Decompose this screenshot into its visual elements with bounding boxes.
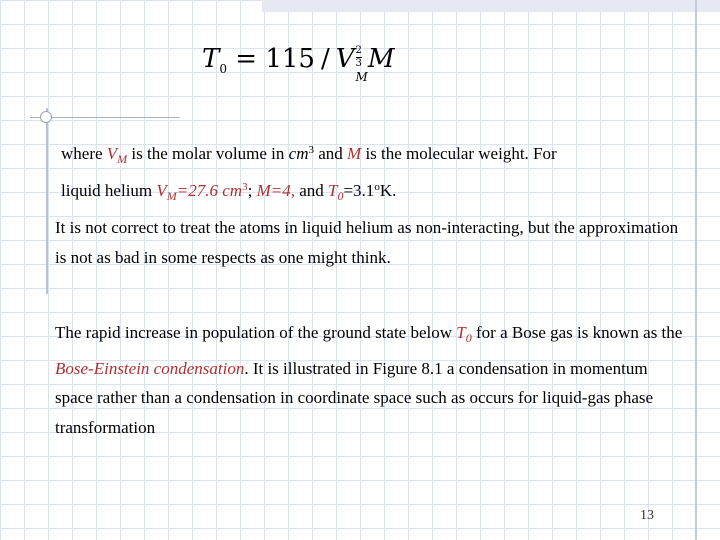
page-number: 13 <box>640 508 654 523</box>
vertical-rule <box>46 108 48 294</box>
horizontal-rule <box>30 117 180 118</box>
p3-text: . It is illustrated in Figure 8.1 a condensation in momentum space rather than a condensation in coordinate space such as occurs for liquid-gas phase transformation <box>55 358 654 437</box>
bullet-circle-icon <box>40 111 52 123</box>
p1-val-m: M=4, <box>256 181 295 200</box>
p1-text: =3.1 <box>343 181 375 200</box>
eq-constant: 115 <box>265 44 315 74</box>
p1-text: where <box>61 144 107 163</box>
eq-slash: / <box>320 44 330 74</box>
eq-equals: = <box>235 44 258 74</box>
p1-text: and <box>313 144 348 163</box>
eq-tail: M <box>367 44 395 74</box>
p3-text: for a Bose gas is known as the <box>471 323 683 342</box>
eq-var-sub: M <box>355 70 368 84</box>
eq-lhs: T <box>202 44 220 74</box>
paragraph-definitions <box>61 136 691 210</box>
p1-text: and <box>294 181 328 200</box>
right-decor-line <box>695 0 697 540</box>
p1-cm-sup: 3 <box>308 144 314 156</box>
eq-var: V <box>335 44 355 74</box>
p1-t0: T <box>328 181 338 200</box>
top-decor-band <box>262 0 720 12</box>
p1-val-volume: =27.6 cm <box>176 181 243 200</box>
p3-text: The rapid increase in population of the ground state below <box>55 323 457 342</box>
eq-exp-num: 2 <box>355 45 362 56</box>
eq-exponent <box>356 46 362 69</box>
p1-text: ; <box>247 181 257 200</box>
p1-vm: V <box>106 144 118 163</box>
p1-vm2: V <box>156 181 167 200</box>
p3-highlight-term: Bose-Einstein condensation <box>55 358 245 378</box>
equation <box>202 44 395 84</box>
p3-t0: T <box>456 323 466 342</box>
p3-t0-sub: 0 <box>465 331 472 345</box>
p1-t0-sub: 0 <box>337 189 344 203</box>
p1-text: is the molar volume in <box>127 144 289 163</box>
p1-val-volume-sup: 3 <box>242 181 248 193</box>
p1-cm: cm <box>288 144 309 163</box>
p1-text: K. <box>379 181 397 200</box>
eq-lhs-sub: 0 <box>219 62 227 76</box>
p1-text: is the molecular weight. For <box>361 144 557 163</box>
eq-exp-den: 3 <box>355 58 362 69</box>
p1-m: M <box>347 144 362 163</box>
p1-degree: o <box>374 181 380 193</box>
p1-vm2-sub: M <box>166 189 177 203</box>
p1-vm-sub: M <box>117 152 128 166</box>
paragraph-approximation: It is not correct to treat the atoms in liquid helium as non-interacting, but the approximation is not as bad in some respects as one might think. <box>55 218 679 267</box>
paragraph-condensation <box>55 318 685 442</box>
p1-text: liquid helium <box>61 181 157 200</box>
